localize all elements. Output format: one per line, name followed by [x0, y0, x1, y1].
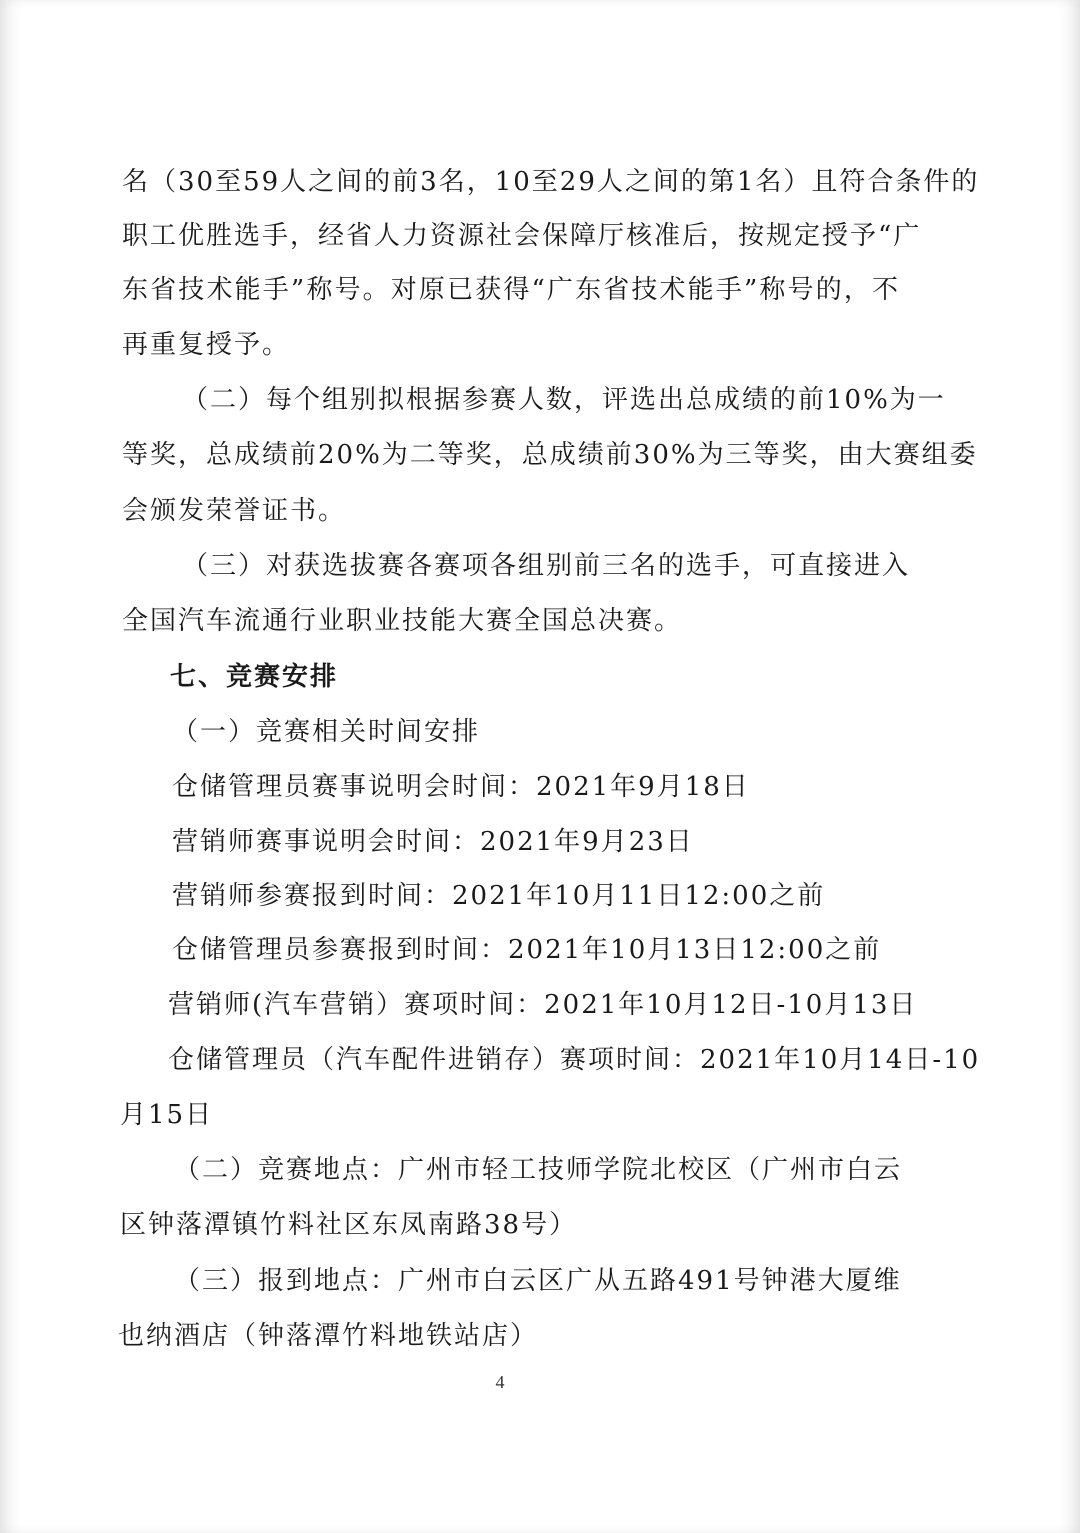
text-line: 区钟落潭镇竹料社区东凤南路38号）	[120, 1210, 578, 1240]
schedule-line: 月15日	[120, 1100, 214, 1130]
text-line: （二）每个组别拟根据参赛人数，评选出总成绩的前10%为一	[182, 385, 946, 415]
text-line: （三）对获选拔赛各赛项各组别前三名的选手，可直接进入	[182, 551, 911, 581]
schedule-line: 仓储管理员参赛报到时间：2021年10月13日12:00之前	[172, 935, 882, 965]
text-line: （三）报到地点：广州市白云区广从五路491号钟港大厦维	[174, 1266, 902, 1296]
text-line: 东省技术能手”称号。对原已获得“广东省技术能手”称号的，不	[122, 275, 900, 305]
text-line: 也纳酒店（钟落潭竹料地铁站店）	[118, 1321, 539, 1351]
schedule-line: 营销师(汽车营销）赛项时间：2021年10月12日-10月13日	[168, 990, 918, 1020]
section-heading: 七、竞赛安排	[170, 662, 339, 692]
text-line: 会颁发荣誉证书。	[122, 496, 347, 526]
page-number: 4	[495, 1372, 505, 1392]
schedule-line: 营销师赛事说明会时间：2021年9月23日	[172, 827, 694, 857]
text-line: 等奖，总成绩前20%为二等奖，总成绩前30%为三等奖，由大赛组委	[122, 440, 978, 470]
text-line: 职工优胜选手，经省人力资源社会保障厅核准后，按规定授予“广	[122, 221, 922, 251]
text-line: 全国汽车流通行业职业技能大赛全国总决赛。	[122, 606, 683, 636]
text-line: （二）竞赛地点：广州市轻工技师学院北校区（广州市白云	[174, 1155, 903, 1185]
schedule-line: 营销师参赛报到时间：2021年10月11日12:00之前	[172, 881, 826, 911]
text-line: 名（30至59人之间的前3名，10至29人之间的第1名）且符合条件的	[122, 167, 980, 197]
text-line: 再重复授予。	[122, 330, 291, 360]
subsection-heading: （一）竞赛相关时间安排	[172, 717, 481, 747]
schedule-line: 仓储管理员赛事说明会时间：2021年9月18日	[172, 772, 750, 802]
schedule-line: 仓储管理员（汽车配件进销存）赛项时间：2021年10月14日-10	[168, 1045, 981, 1075]
